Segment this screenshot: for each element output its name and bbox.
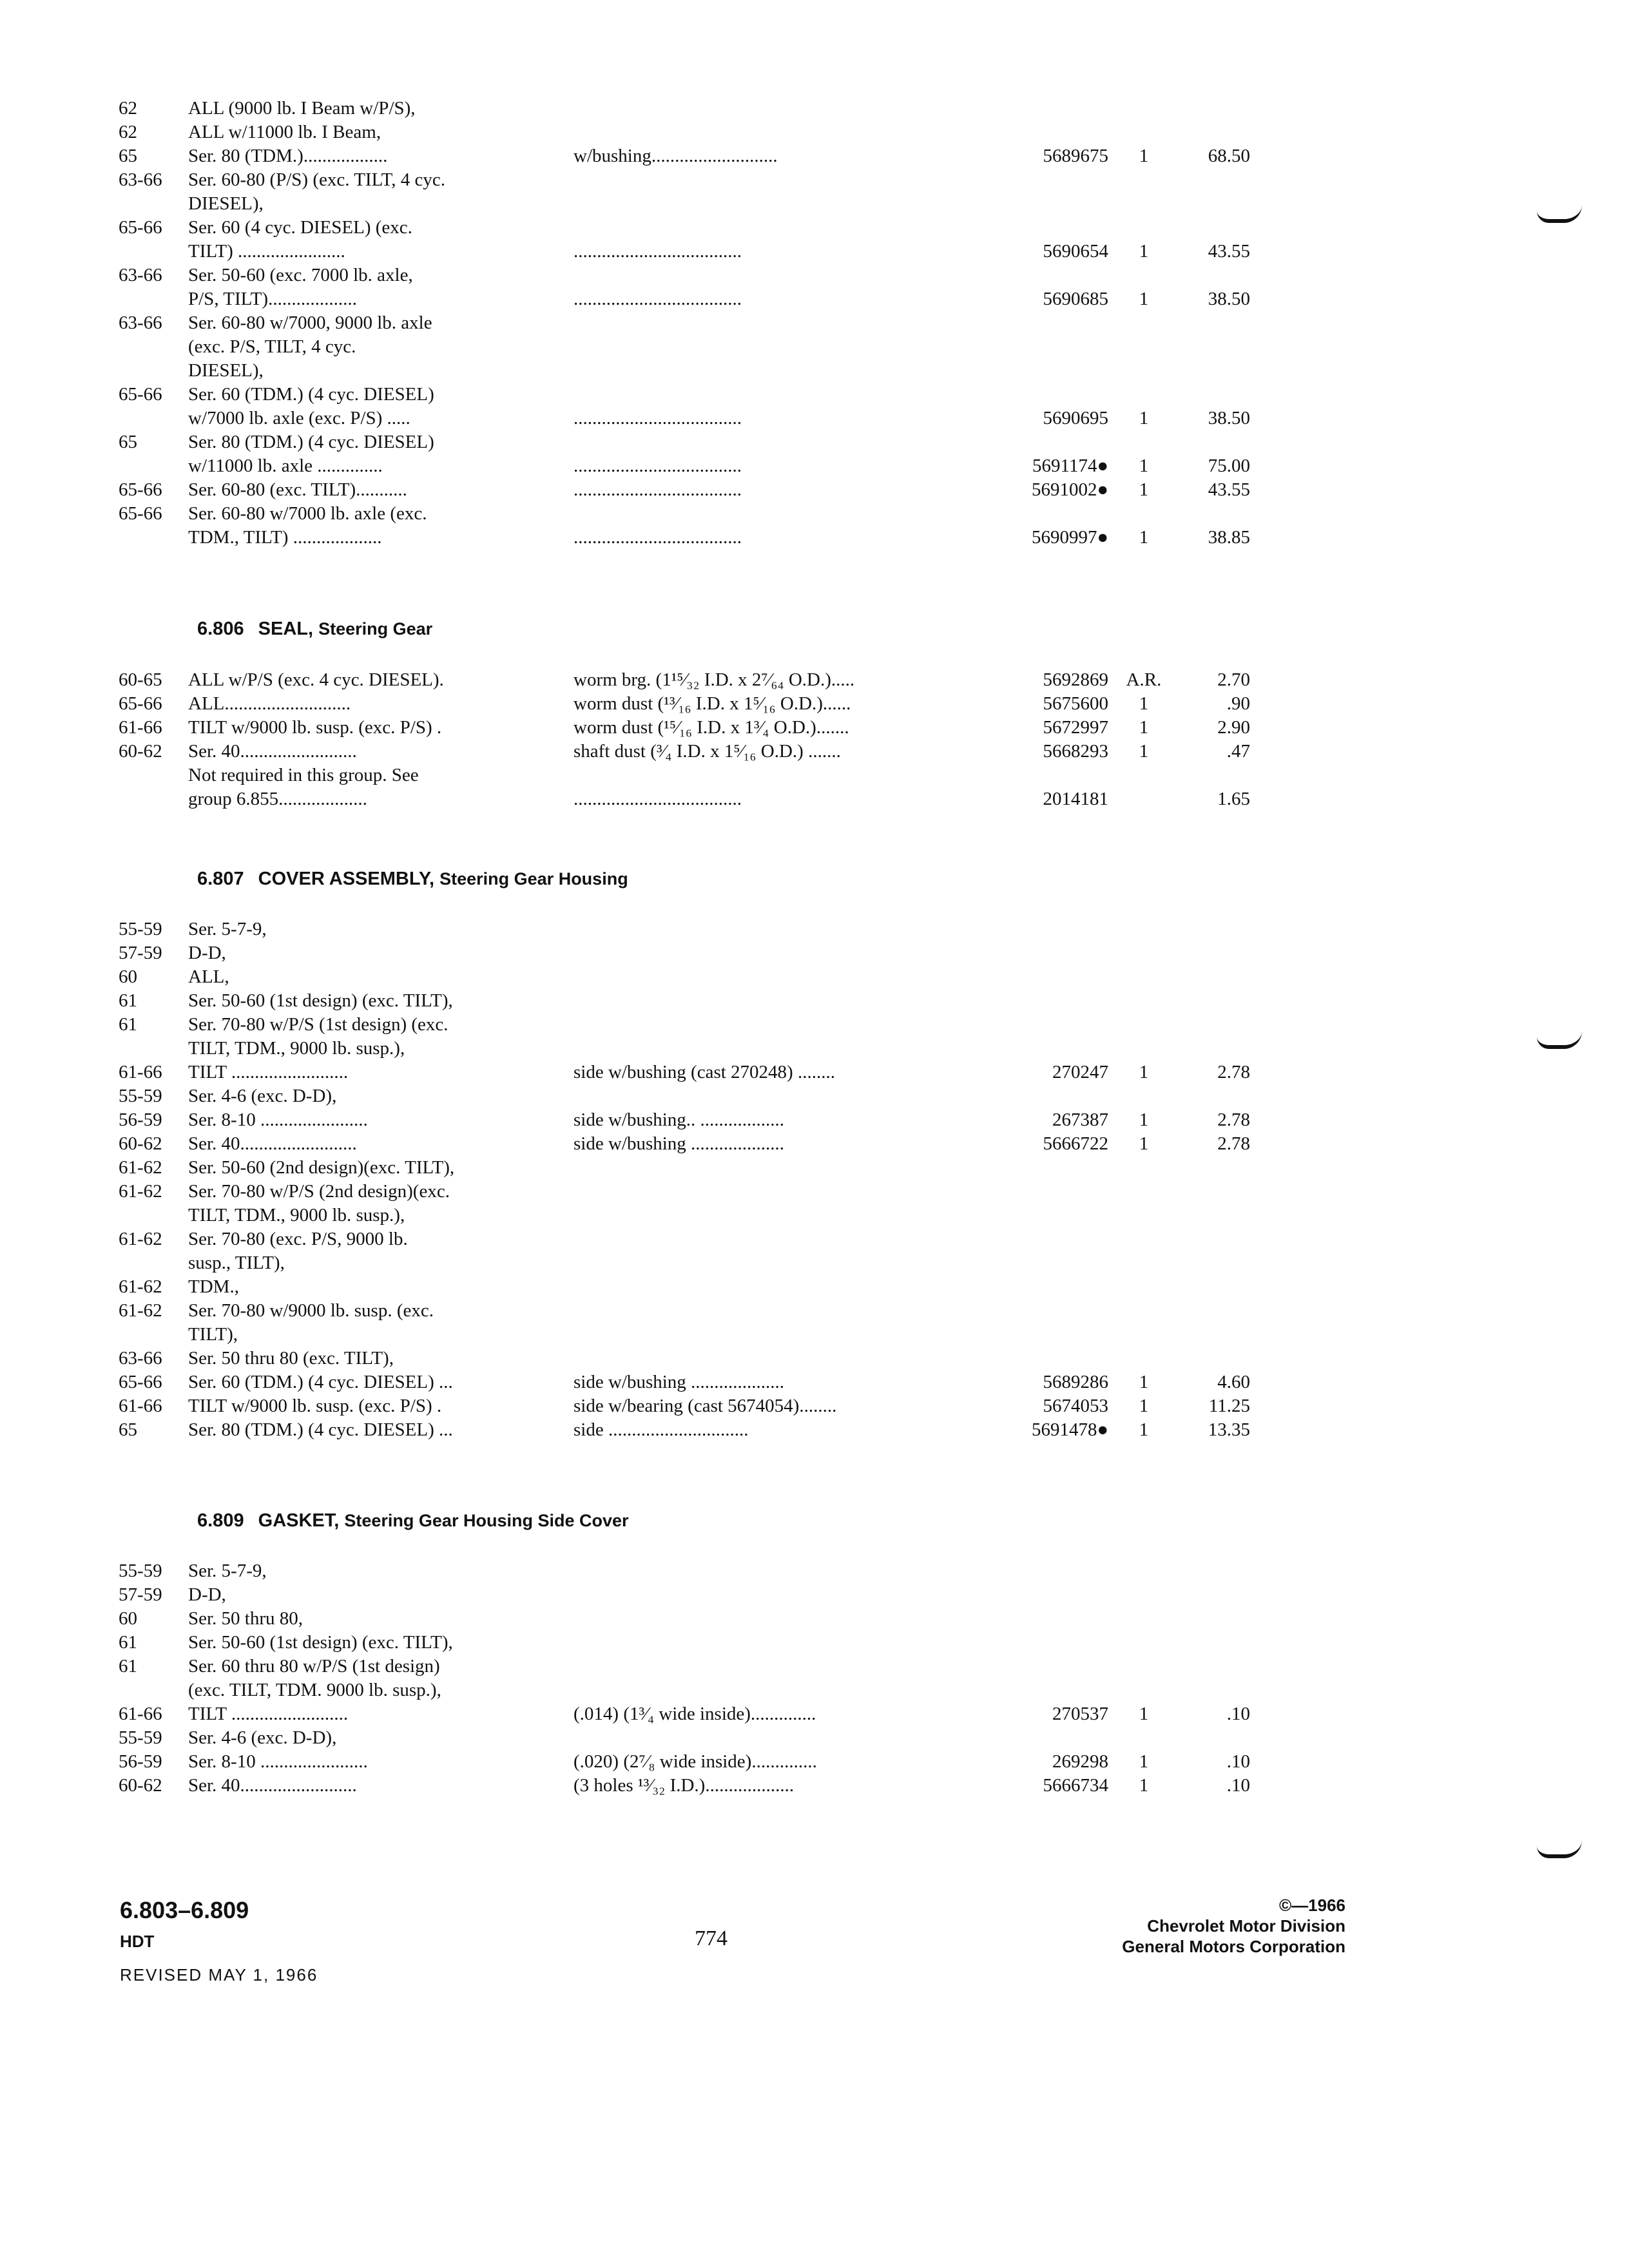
table-row bbox=[0, 1227, 1629, 1251]
row-description: D-D, bbox=[188, 1584, 226, 1605]
table-row bbox=[0, 1108, 1629, 1132]
row-year: 56-59 bbox=[119, 1110, 162, 1130]
row-quantity: 1 bbox=[1139, 456, 1149, 476]
row-description: ALL........................... bbox=[188, 693, 351, 714]
row-part-number: 5690685 bbox=[1043, 289, 1108, 309]
row-year: 60-62 bbox=[119, 741, 162, 762]
footer-division: Chevrolet Motor Division bbox=[1147, 1916, 1345, 1936]
row-description: Ser. 60 (4 cyc. DIESEL) (exc. bbox=[188, 217, 412, 238]
row-part-number: 5666734 bbox=[1043, 1775, 1108, 1796]
row-part-number: 5690654 bbox=[1043, 241, 1108, 262]
row-description: TILT w/9000 lb. susp. (exc. P/S) . bbox=[188, 717, 442, 738]
row-quantity: 1 bbox=[1139, 1133, 1149, 1154]
row-year: 65-66 bbox=[119, 1372, 162, 1392]
row-description: Ser. 60-80 (P/S) (exc. TILT, 4 cyc. bbox=[188, 169, 445, 190]
row-description: Ser. 40......................... bbox=[188, 1775, 357, 1796]
section-title: COVER ASSEMBLY, bbox=[258, 869, 435, 889]
row-year: 55-59 bbox=[119, 1727, 162, 1748]
table-row bbox=[0, 1347, 1629, 1370]
row-description: Ser. 8-10 ....................... bbox=[188, 1751, 368, 1772]
row-description: TILT w/9000 lb. susp. (exc. P/S) . bbox=[188, 1396, 442, 1416]
row-note: side w/bushing .................... bbox=[574, 1372, 785, 1392]
table-row bbox=[0, 287, 1629, 311]
row-description: TILT, TDM., 9000 lb. susp.), bbox=[188, 1038, 405, 1059]
row-description: D-D, bbox=[188, 943, 226, 963]
row-year: 65-66 bbox=[119, 384, 162, 405]
row-part-number: 5675600 bbox=[1043, 693, 1108, 714]
row-note: .................................... bbox=[574, 241, 742, 262]
row-part-number: 5690695 bbox=[1043, 408, 1108, 428]
row-part-number: 5691174● bbox=[1032, 456, 1108, 476]
table-row bbox=[0, 1774, 1629, 1798]
row-price: 43.55 bbox=[1208, 241, 1250, 262]
row-year: 60 bbox=[119, 1608, 137, 1629]
row-price: 2.78 bbox=[1217, 1110, 1250, 1130]
table-row bbox=[0, 1678, 1629, 1702]
row-year: 61-62 bbox=[119, 1157, 162, 1178]
row-year: 65 bbox=[119, 1419, 137, 1440]
row-part-number: 270537 bbox=[1052, 1704, 1108, 1724]
row-part-number: 5689286 bbox=[1043, 1372, 1108, 1392]
row-description: Ser. 80 (TDM.).................. bbox=[188, 146, 388, 166]
row-part-number: 5689675 bbox=[1043, 146, 1108, 166]
table-row bbox=[0, 1251, 1629, 1275]
row-quantity: 1 bbox=[1139, 1062, 1149, 1082]
row-quantity: 1 bbox=[1139, 408, 1149, 428]
row-note: .................................... bbox=[574, 456, 742, 476]
row-year: 65-66 bbox=[119, 503, 162, 524]
row-price: 2.90 bbox=[1217, 717, 1250, 738]
row-description: TILT), bbox=[188, 1324, 238, 1345]
row-year: 65 bbox=[119, 432, 137, 452]
table-row bbox=[0, 97, 1629, 120]
table-row bbox=[0, 1061, 1629, 1084]
table-row bbox=[0, 668, 1629, 692]
table-row bbox=[0, 1132, 1629, 1156]
row-year: 56-59 bbox=[119, 1751, 162, 1772]
row-price: 38.50 bbox=[1208, 289, 1250, 309]
row-description: Ser. 70-80 w/P/S (1st design) (exc. bbox=[188, 1014, 448, 1035]
row-description: TDM., bbox=[188, 1276, 239, 1297]
section-6807-rows bbox=[0, 918, 1629, 1442]
row-quantity: 1 bbox=[1139, 741, 1149, 762]
table-row bbox=[0, 120, 1629, 144]
row-price: 11.25 bbox=[1208, 1396, 1250, 1416]
row-price: 4.60 bbox=[1217, 1372, 1250, 1392]
row-quantity: 1 bbox=[1139, 1396, 1149, 1416]
row-year: 60-62 bbox=[119, 1775, 162, 1796]
table-row bbox=[0, 430, 1629, 454]
row-year: 55-59 bbox=[119, 919, 162, 939]
row-description: TILT) ....................... bbox=[188, 241, 345, 262]
row-year: 61-66 bbox=[119, 1704, 162, 1724]
table-row bbox=[0, 1275, 1629, 1299]
table-row bbox=[0, 454, 1629, 478]
table-row bbox=[0, 1299, 1629, 1323]
table-row bbox=[0, 335, 1629, 359]
row-description: Ser. 80 (TDM.) (4 cyc. DIESEL) bbox=[188, 432, 434, 452]
table-row bbox=[0, 264, 1629, 287]
row-description: Ser. 5-7-9, bbox=[188, 1561, 267, 1581]
row-year: 57-59 bbox=[119, 943, 162, 963]
section-number: 6.809 bbox=[197, 1510, 244, 1531]
row-year: 65-66 bbox=[119, 479, 162, 500]
row-note: shaft dust (³⁄₄ I.D. x 1⁵⁄₁₆ O.D.) ....... bbox=[574, 741, 841, 762]
table-row bbox=[0, 1204, 1629, 1227]
row-description: TILT ......................... bbox=[188, 1704, 349, 1724]
row-description: Ser. 50-60 (exc. 7000 lb. axle, bbox=[188, 265, 413, 285]
row-year: 61-62 bbox=[119, 1181, 162, 1202]
row-description: Ser. 50-60 (1st design) (exc. TILT), bbox=[188, 1632, 453, 1653]
page-number: 774 bbox=[695, 1927, 728, 1950]
table-row bbox=[0, 1607, 1629, 1631]
row-description: Ser. 40......................... bbox=[188, 1133, 357, 1154]
row-quantity: 1 bbox=[1139, 717, 1149, 738]
row-quantity: 1 bbox=[1139, 289, 1149, 309]
row-description: TILT ......................... bbox=[188, 1062, 349, 1082]
section-subtitle: Steering Gear Housing Side Cover bbox=[344, 1511, 629, 1530]
table-row bbox=[0, 216, 1629, 240]
row-description: Not required in this group. See bbox=[188, 765, 419, 785]
row-note: .................................... bbox=[574, 408, 742, 428]
table-row bbox=[0, 787, 1629, 811]
row-year: 63-66 bbox=[119, 1348, 162, 1369]
table-row bbox=[0, 989, 1629, 1013]
row-price: 43.55 bbox=[1208, 479, 1250, 500]
row-description: TDM., TILT) ................... bbox=[188, 527, 382, 548]
row-note: (3 holes ¹³⁄₃₂ I.D.)................... bbox=[574, 1775, 795, 1796]
row-description: Ser. 70-80 w/P/S (2nd design)(exc. bbox=[188, 1181, 450, 1202]
section-continued bbox=[0, 97, 1629, 550]
table-row bbox=[0, 478, 1629, 502]
row-year: 55-59 bbox=[119, 1561, 162, 1581]
row-note: .................................... bbox=[574, 479, 742, 500]
row-description: ALL (9000 lb. I Beam w/P/S), bbox=[188, 98, 416, 119]
row-year: 61-62 bbox=[119, 1300, 162, 1321]
row-year: 61-62 bbox=[119, 1229, 162, 1249]
table-row bbox=[0, 1418, 1629, 1442]
table-row bbox=[0, 1084, 1629, 1108]
section-subtitle: Steering Gear Housing bbox=[439, 869, 628, 889]
row-quantity: 1 bbox=[1139, 146, 1149, 166]
row-part-number: 5692869 bbox=[1043, 669, 1108, 690]
row-year: 62 bbox=[119, 98, 137, 119]
row-part-number: 2014181 bbox=[1043, 789, 1108, 809]
row-year: 61-62 bbox=[119, 1276, 162, 1297]
table-row bbox=[0, 1180, 1629, 1204]
row-description: Ser. 80 (TDM.) (4 cyc. DIESEL) ... bbox=[188, 1419, 453, 1440]
row-price: 2.70 bbox=[1217, 669, 1250, 690]
row-quantity: 1 bbox=[1139, 1419, 1149, 1440]
table-row bbox=[0, 1559, 1629, 1583]
row-note: (.014) (1³⁄₄ wide inside).............. bbox=[574, 1704, 816, 1724]
row-description: P/S, TILT)................... bbox=[188, 289, 357, 309]
row-description: Ser. 60 thru 80 w/P/S (1st design) bbox=[188, 1656, 440, 1677]
row-part-number: 5668293 bbox=[1043, 741, 1108, 762]
footer-copyright: ©—1966 bbox=[1279, 1896, 1345, 1915]
section-title: SEAL, bbox=[258, 619, 314, 639]
row-part-number: 5666722 bbox=[1043, 1133, 1108, 1154]
row-part-number: 5691002● bbox=[1031, 479, 1108, 500]
row-note: side w/bearing (cast 5674054)........ bbox=[574, 1396, 837, 1416]
row-year: 62 bbox=[119, 122, 137, 142]
row-description: Ser. 5-7-9, bbox=[188, 919, 267, 939]
row-description: (exc. P/S, TILT, 4 cyc. bbox=[188, 336, 356, 357]
row-year: 57-59 bbox=[119, 1584, 162, 1605]
table-row bbox=[0, 918, 1629, 941]
table-row bbox=[0, 1583, 1629, 1607]
section-number: 6.807 bbox=[197, 869, 244, 889]
row-year: 61-66 bbox=[119, 1062, 162, 1082]
row-note: side w/bushing (cast 270248) ........ bbox=[574, 1062, 835, 1082]
row-note: .................................... bbox=[574, 789, 742, 809]
row-year: 63-66 bbox=[119, 169, 162, 190]
row-description: Ser. 60-80 w/7000, 9000 lb. axle bbox=[188, 312, 432, 333]
table-row bbox=[0, 1631, 1629, 1655]
section-number: 6.806 bbox=[197, 619, 244, 639]
row-part-number: 267387 bbox=[1052, 1110, 1108, 1130]
table-row bbox=[0, 168, 1629, 192]
row-description: w/7000 lb. axle (exc. P/S) ..... bbox=[188, 408, 410, 428]
table-row bbox=[0, 1655, 1629, 1678]
row-quantity: 1 bbox=[1139, 527, 1149, 548]
section-subtitle: Steering Gear bbox=[318, 619, 433, 639]
row-description: DIESEL), bbox=[188, 193, 264, 214]
row-part-number: 5690997● bbox=[1031, 527, 1108, 548]
row-description: ALL, bbox=[188, 966, 229, 987]
row-year: 60-65 bbox=[119, 669, 162, 690]
table-row bbox=[0, 1702, 1629, 1726]
row-year: 60-62 bbox=[119, 1133, 162, 1154]
row-year: 65 bbox=[119, 146, 137, 166]
table-row bbox=[0, 1037, 1629, 1061]
section-heading-6807 bbox=[197, 869, 628, 890]
row-description: Ser. 50-60 (1st design) (exc. TILT), bbox=[188, 990, 453, 1011]
row-quantity: 1 bbox=[1139, 1110, 1149, 1130]
row-note: side w/bushing .................... bbox=[574, 1133, 785, 1154]
table-row bbox=[0, 192, 1629, 216]
footer-hdt: HDT bbox=[120, 1932, 155, 1951]
row-year: 60 bbox=[119, 966, 137, 987]
row-year: 61-66 bbox=[119, 717, 162, 738]
row-description: group 6.855................... bbox=[188, 789, 367, 809]
table-row bbox=[0, 311, 1629, 335]
footer-revised-date: REVISED MAY 1, 1966 bbox=[120, 1965, 318, 1984]
row-description: DIESEL), bbox=[188, 360, 264, 381]
row-quantity: A.R. bbox=[1126, 669, 1162, 690]
row-description: Ser. 50 thru 80 (exc. TILT), bbox=[188, 1348, 394, 1369]
row-year: 63-66 bbox=[119, 265, 162, 285]
row-description: Ser. 70-80 w/9000 lb. susp. (exc. bbox=[188, 1300, 434, 1321]
table-row bbox=[0, 965, 1629, 989]
table-row bbox=[0, 1323, 1629, 1347]
row-note: worm dust (¹⁵⁄₁₆ I.D. x 1³⁄₄ O.D.)....... bbox=[574, 717, 849, 738]
row-description: Ser. 8-10 ....................... bbox=[188, 1110, 368, 1130]
table-row bbox=[0, 407, 1629, 430]
table-row bbox=[0, 764, 1629, 787]
row-description: Ser. 50 thru 80, bbox=[188, 1608, 304, 1629]
row-note: (.020) (2⁷⁄₈ wide inside).............. bbox=[574, 1751, 817, 1772]
row-quantity: 1 bbox=[1139, 1751, 1149, 1772]
table-row bbox=[0, 1726, 1629, 1750]
row-price: 38.85 bbox=[1208, 527, 1250, 548]
table-row bbox=[0, 716, 1629, 740]
table-row bbox=[0, 1013, 1629, 1037]
row-note: worm brg. (1¹⁵⁄₃₂ I.D. x 2⁷⁄₆₄ O.D.)..... bbox=[574, 669, 855, 690]
row-price: 75.00 bbox=[1208, 456, 1250, 476]
table-row bbox=[0, 1370, 1629, 1394]
row-description: Ser. 40......................... bbox=[188, 741, 357, 762]
row-price: .10 bbox=[1226, 1775, 1250, 1796]
row-price: .47 bbox=[1226, 741, 1250, 762]
table-row bbox=[0, 383, 1629, 407]
row-quantity: 1 bbox=[1139, 1704, 1149, 1724]
table-row bbox=[0, 240, 1629, 264]
section-title: GASKET, bbox=[258, 1510, 340, 1531]
row-part-number: 5674053 bbox=[1043, 1396, 1108, 1416]
table-row bbox=[0, 144, 1629, 168]
row-description: (exc. TILT, TDM. 9000 lb. susp.), bbox=[188, 1680, 441, 1700]
row-year: 55-59 bbox=[119, 1086, 162, 1106]
row-note: .................................... bbox=[574, 527, 742, 548]
row-description: Ser. 60 (TDM.) (4 cyc. DIESEL) bbox=[188, 384, 434, 405]
table-row bbox=[0, 359, 1629, 383]
row-price: .90 bbox=[1226, 693, 1250, 714]
section-6809-rows bbox=[0, 1559, 1629, 1798]
row-description: TILT, TDM., 9000 lb. susp.), bbox=[188, 1205, 405, 1225]
row-part-number: 5691478● bbox=[1031, 1419, 1108, 1440]
row-description: Ser. 50-60 (2nd design)(exc. TILT), bbox=[188, 1157, 455, 1178]
row-year: 63-66 bbox=[119, 312, 162, 333]
row-year: 65-66 bbox=[119, 217, 162, 238]
table-row bbox=[0, 1394, 1629, 1418]
table-row bbox=[0, 941, 1629, 965]
row-year: 61 bbox=[119, 1656, 137, 1677]
row-description: w/11000 lb. axle .............. bbox=[188, 456, 383, 476]
footer-section-range: 6.803–6.809 bbox=[120, 1897, 249, 1923]
table-row bbox=[0, 1750, 1629, 1774]
row-year: 61 bbox=[119, 1632, 137, 1653]
footer-corporation: General Motors Corporation bbox=[1122, 1937, 1345, 1956]
table-row bbox=[0, 1156, 1629, 1180]
row-quantity: 1 bbox=[1139, 1775, 1149, 1796]
row-price: .10 bbox=[1226, 1751, 1250, 1772]
table-row bbox=[0, 740, 1629, 764]
row-quantity: 1 bbox=[1139, 1372, 1149, 1392]
row-description: Ser. 60-80 w/7000 lb. axle (exc. bbox=[188, 503, 427, 524]
row-year: 61-66 bbox=[119, 1396, 162, 1416]
section-heading-6806 bbox=[197, 619, 432, 640]
section-6806-rows bbox=[0, 668, 1629, 811]
row-price: 2.78 bbox=[1217, 1133, 1250, 1154]
row-note: side .............................. bbox=[574, 1419, 749, 1440]
row-price: 2.78 bbox=[1217, 1062, 1250, 1082]
row-note: w/bushing........................... bbox=[574, 146, 778, 166]
row-year: 61 bbox=[119, 990, 137, 1011]
row-note: .................................... bbox=[574, 289, 742, 309]
row-price: .10 bbox=[1226, 1704, 1250, 1724]
row-note: worm dust (¹³⁄₁₆ I.D. x 1⁵⁄₁₆ O.D.)...... bbox=[574, 693, 851, 714]
row-note: side w/bushing.. .................. bbox=[574, 1110, 785, 1130]
row-quantity: 1 bbox=[1139, 241, 1149, 262]
row-year: 65-66 bbox=[119, 693, 162, 714]
row-quantity: 1 bbox=[1139, 693, 1149, 714]
row-part-number: 269298 bbox=[1052, 1751, 1108, 1772]
row-description: Ser. 60-80 (exc. TILT)........... bbox=[188, 479, 407, 500]
table-row bbox=[0, 526, 1629, 550]
row-description: susp., TILT), bbox=[188, 1253, 285, 1273]
row-price: 68.50 bbox=[1208, 146, 1250, 166]
row-price: 38.50 bbox=[1208, 408, 1250, 428]
table-row bbox=[0, 692, 1629, 716]
row-part-number: 270247 bbox=[1052, 1062, 1108, 1082]
row-price: 1.65 bbox=[1217, 789, 1250, 809]
row-description: Ser. 60 (TDM.) (4 cyc. DIESEL) ... bbox=[188, 1372, 453, 1392]
row-description: Ser. 4-6 (exc. D-D), bbox=[188, 1727, 337, 1748]
row-part-number: 5672997 bbox=[1043, 717, 1108, 738]
row-description: ALL w/11000 lb. I Beam, bbox=[188, 122, 381, 142]
row-description: Ser. 4-6 (exc. D-D), bbox=[188, 1086, 337, 1106]
row-price: 13.35 bbox=[1208, 1419, 1250, 1440]
section-heading-6809 bbox=[197, 1510, 629, 1532]
row-year: 61 bbox=[119, 1014, 137, 1035]
table-row bbox=[0, 502, 1629, 526]
row-description: ALL w/P/S (exc. 4 cyc. DIESEL). bbox=[188, 669, 444, 690]
row-quantity: 1 bbox=[1139, 479, 1149, 500]
row-description: Ser. 70-80 (exc. P/S, 9000 lb. bbox=[188, 1229, 408, 1249]
margin-tick-mark bbox=[1537, 1840, 1582, 1858]
